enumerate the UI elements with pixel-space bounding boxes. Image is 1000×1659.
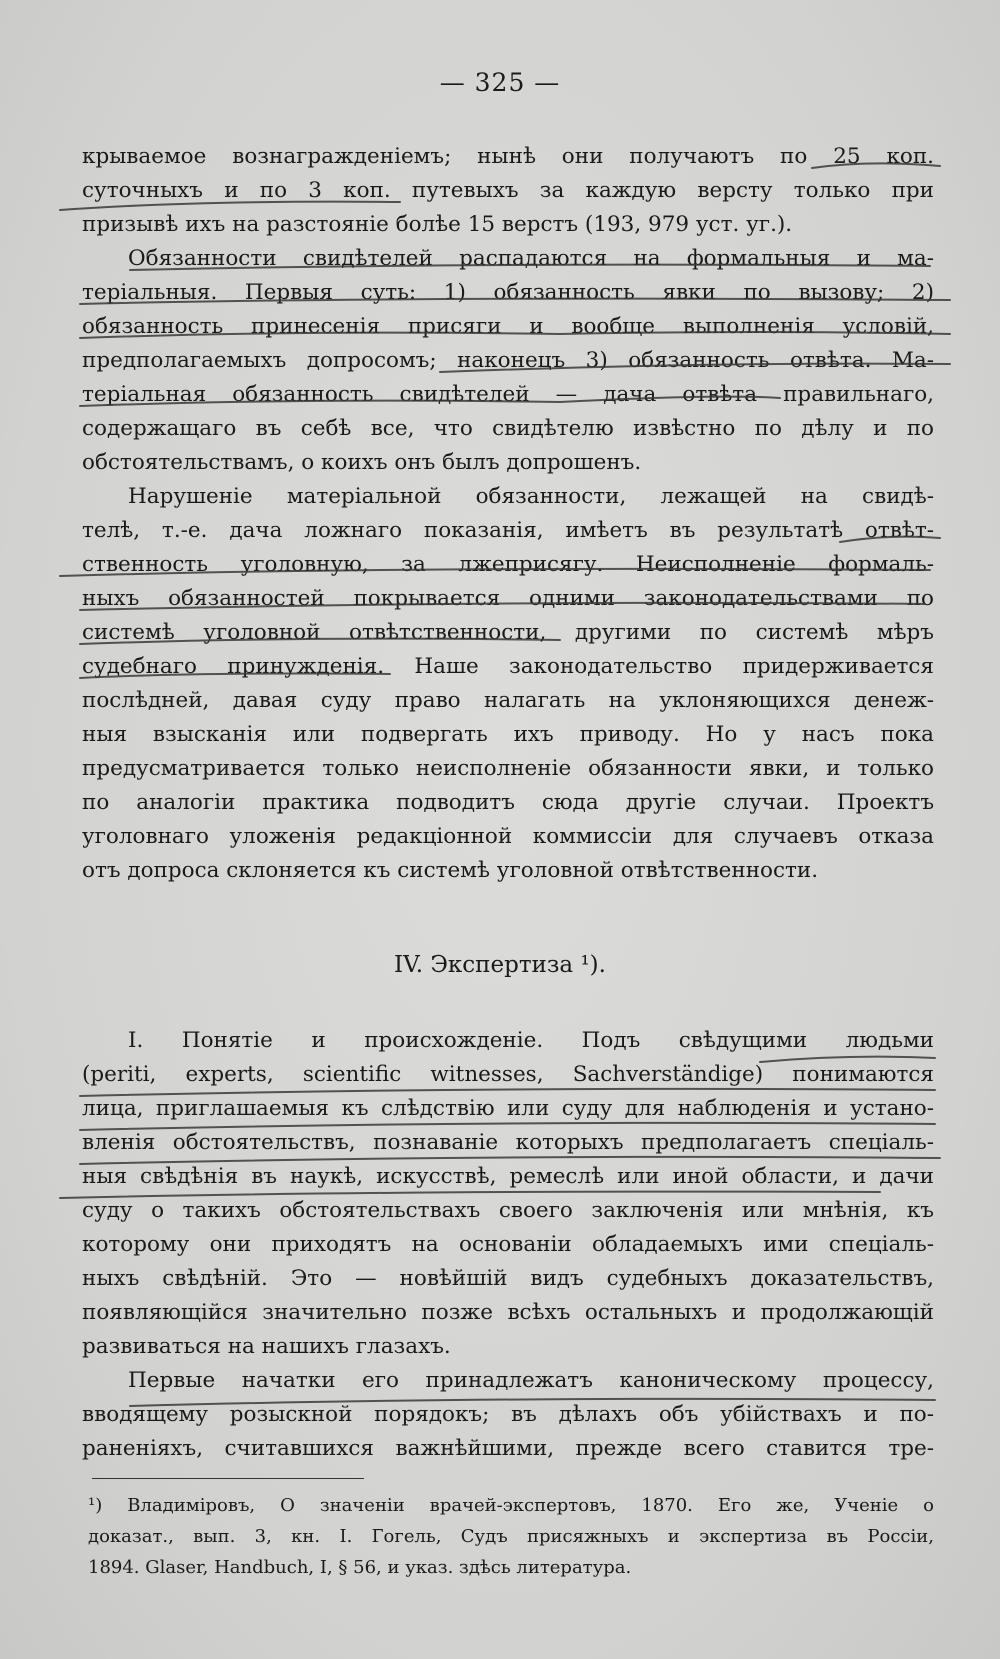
text-line: раненіяхъ, считавшихся важнѣйшими, прежде всего ставится тре- bbox=[82, 1436, 934, 1461]
text-line: ныя взысканія или подвергать ихъ приводу. Но у насъ пока bbox=[82, 722, 934, 747]
footnote-divider bbox=[92, 1478, 364, 1479]
text-line: вленія обстоятельствъ, познаваніе которыхъ предполагаетъ спеціаль- bbox=[82, 1130, 934, 1155]
text-line: ныхъ обязанностей покрывается одними законодательствами по bbox=[82, 586, 934, 611]
text-line: ныя свѣдѣнія въ наукѣ, искусствѣ, ремеслѣ или иной области, и дачи bbox=[82, 1164, 934, 1189]
text-line: I. Понятіе и происхожденіе. Подъ свѣдущими людьми bbox=[128, 1028, 934, 1053]
text-line: судебнаго принужденія. Наше законодательство придерживается bbox=[82, 654, 934, 679]
text-line: Нарушеніе матеріальной обязанности, лежащей на свидѣ- bbox=[128, 484, 934, 509]
text-line: которому они приходятъ на основаніи обладаемыхъ ими спеціаль- bbox=[82, 1232, 934, 1257]
text-line: предполагаемыхъ допросомъ; наконецъ 3) обязанность отвѣта. Ма- bbox=[82, 348, 934, 373]
footnote-line: доказат., вып. 3, кн. I. Гогель, Судъ присяжныхъ и экспертиза въ Россіи, bbox=[88, 1526, 934, 1547]
footnote-line: 1894. Glaser, Handbuch, I, § 56, и указ. здѣсь литература. bbox=[88, 1557, 632, 1578]
text-line: системѣ уголовной отвѣтственности, другими по системѣ мѣръ bbox=[82, 620, 934, 645]
text-line: ныхъ свѣдѣній. Это — новѣйшій видъ судебныхъ доказательствъ, bbox=[82, 1266, 934, 1291]
body-text-section bbox=[82, 1024, 934, 1466]
text-line: предусматривается только неисполненіе обязанности явки, и только bbox=[82, 756, 934, 781]
text-line: послѣдней, давая суду право налагать на уклоняющихся денеж- bbox=[82, 688, 934, 713]
text-line: телѣ, т.-е. дача ложнаго показанія, имѣетъ въ результатѣ отвѣт- bbox=[82, 518, 934, 543]
text-line: появляющійся значительно позже всѣхъ остальныхъ и продолжающій bbox=[82, 1300, 934, 1325]
text-line: ственность уголовную, за лжеприсягу. Неисполненіе формаль- bbox=[82, 552, 934, 577]
text-line: теріальная обязанность свидѣтелей — дача отвѣта правильнаго, bbox=[82, 382, 934, 407]
text-line: теріальныя. Первыя суть: 1) обязанность явки по вызову; 2) bbox=[82, 280, 934, 305]
body-text-top bbox=[82, 140, 934, 888]
text-line: отъ допроса склоняется къ системѣ уголовной отвѣтственности. bbox=[82, 858, 819, 883]
text-line: содержащаго въ себѣ все, что свидѣтелю извѣстно по дѣлу и по bbox=[82, 416, 934, 441]
text-line: вводящему розыскной порядокъ; въ дѣлахъ объ убійствахъ и по- bbox=[82, 1402, 934, 1427]
text-line: (periti, experts, scientific witnesses, Sachverständige) понимаются bbox=[82, 1062, 934, 1087]
text-line: Первые начатки его принадлежатъ каноническому процессу, bbox=[128, 1368, 934, 1393]
text-line: лица, приглашаемыя къ слѣдствію или суду для наблюденія и устано- bbox=[82, 1096, 934, 1121]
section-heading: IV. Экспертиза ¹). bbox=[394, 952, 606, 978]
text-line: суточныхъ и по 3 коп. путевыхъ за каждую версту только при bbox=[82, 178, 934, 203]
text-line: суду о такихъ обстоятельствахъ своего заключенія или мнѣнія, къ bbox=[82, 1198, 934, 1223]
footnote-line: ¹) Владиміровъ, О значеніи врачей-экспертовъ, 1870. Его же, Ученіе о bbox=[88, 1495, 934, 1516]
text-line: по аналогіи практика подводитъ сюда другіе случаи. Проектъ bbox=[82, 790, 934, 815]
text-line: Обязанности свидѣтелей распадаются на формальныя и ма- bbox=[128, 246, 934, 271]
text-line: призывѣ ихъ на разстояніе болѣе 15 верстъ (193, 979 уст. уг.). bbox=[82, 212, 793, 237]
text-line: обязанность принесенія присяги и вообще выполненія условій, bbox=[82, 314, 934, 339]
text-line: крываемое вознагражденіемъ; нынѣ они получаютъ по 25 коп. bbox=[82, 144, 934, 169]
footnote bbox=[88, 1490, 934, 1583]
text-line: уголовнаго уложенія редакціонной коммиссіи для случаевъ отказа bbox=[82, 824, 934, 849]
text-line: обстоятельствамъ, о коихъ онъ былъ допрошенъ. bbox=[82, 450, 642, 475]
page-number: — 325 — bbox=[439, 68, 561, 97]
text-line: развиваться на нашихъ глазахъ. bbox=[82, 1334, 451, 1359]
